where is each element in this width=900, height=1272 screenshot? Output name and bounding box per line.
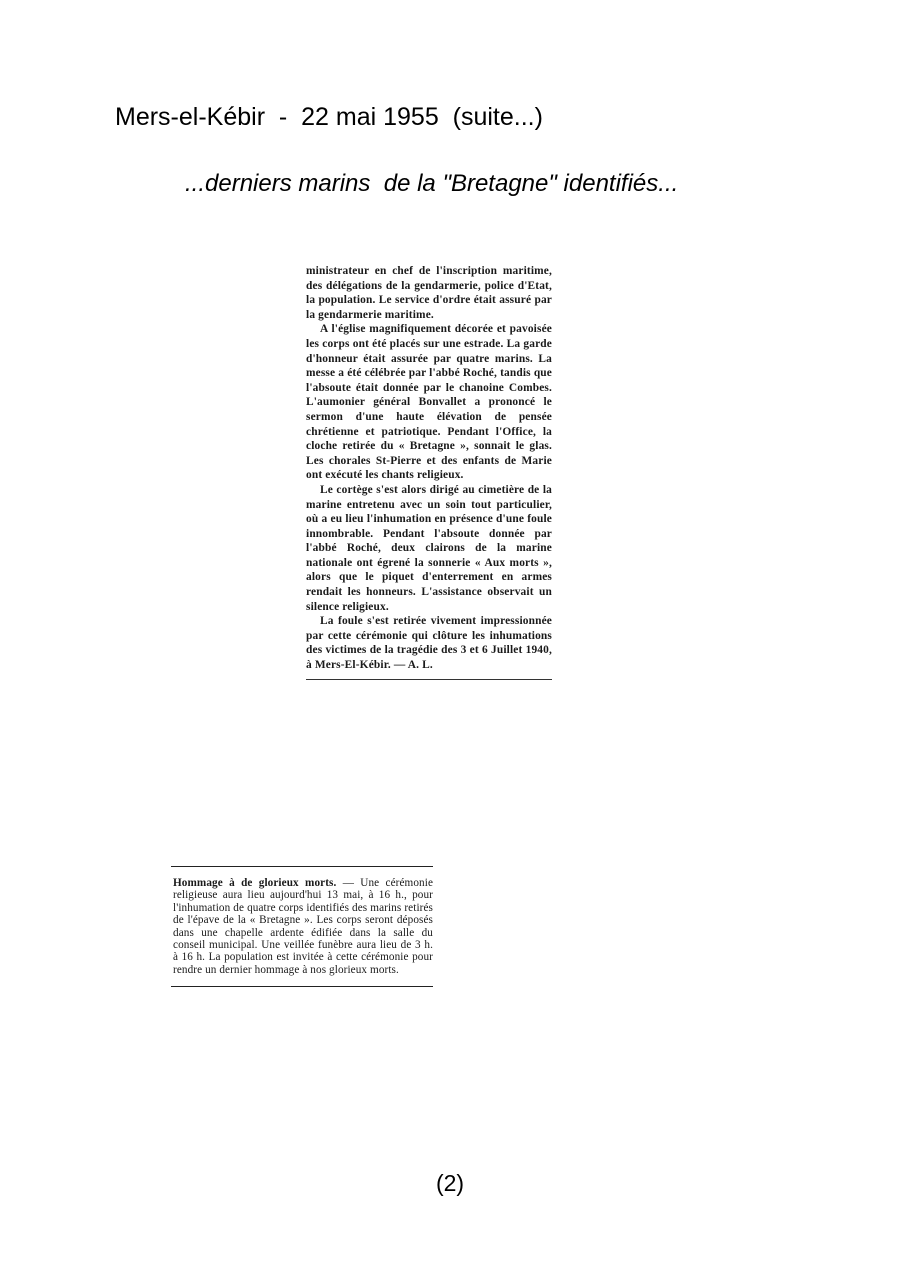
page-subtitle: ...derniers marins de la "Bretagne" identifiés... — [185, 170, 679, 197]
page-number: (2) — [435, 1170, 465, 1196]
clipping-divider-top — [171, 866, 433, 867]
clipping-divider — [306, 679, 552, 680]
notice-paragraph — [171, 877, 433, 976]
article-paragraph: Le cortège s'est alors dirigé au cimetière de la marine entretenu avec un soin tout particulier, où a eu lieu l'inhumation en présence d'une foule innombrable. Pendant l'absoute donnée par l'abbé Roché, deux clairons de la marine nationale ont égrené la sonnerie « Aux morts », alors que le piquet d'enterrement en armes rendait les honneurs. L'assistance observait un silence religieux. — [306, 483, 552, 613]
article-paragraph: La foule s'est retirée vivement impressionnée par cette cérémonie qui clôture les inhumations des victimes de la tragédie des 3 et 6 Juillet 1940, à Mers-El-Kébir. — A. L. — [306, 615, 552, 672]
newspaper-clipping-main — [306, 264, 552, 680]
article-paragraph: A l'église magnifiquement décorée et pavoisée les corps ont été placés sur une estrade. La garde d'honneur était assurée par quatre marins. La messe a été célébrée par l'abbé Roché, tandis que l'absoute était donnée par le chanoine Combes. L'aumonier général Bonvallet a prononcé le sermon d'une haute élévation de pensée chrétienne et patriotique. Pendant l'Office, la cloche retirée du « Bretagne », sonnait le glas. Les chorales St-Pierre et des enfants de Marie ont exécuté les chants religieux. — [306, 323, 552, 482]
clipping-divider-bottom — [171, 986, 433, 987]
page-title: Mers-el-Kébir - 22 mai 1955 (suite...) — [115, 103, 543, 131]
newspaper-clipping-notice — [171, 866, 433, 987]
notice-body: — Une cérémonie religieuse aura lieu aujourd'hui 13 mai, à 16 h., pour l'inhumation de quatre corps identifiés des marins retirés de l'épave de la « Bretagne ». Les corps seront déposés dans une chapelle ardente édifiée dans la salle du conseil municipal. Une veillée funèbre aura lieu de 3 h. à 16 h. La population est invitée à cette cérémonie pour rendre un dernier hommage à nos glorieux morts. — [173, 877, 434, 976]
notice-headline: Hommage à de glorieux morts. — [173, 877, 337, 889]
article-paragraph: ministrateur en chef de l'inscription maritime, des délégations de la gendarmerie, police d'Etat, la population. Le service d'ordre était assuré par la gendarmerie maritime. — [306, 265, 552, 321]
